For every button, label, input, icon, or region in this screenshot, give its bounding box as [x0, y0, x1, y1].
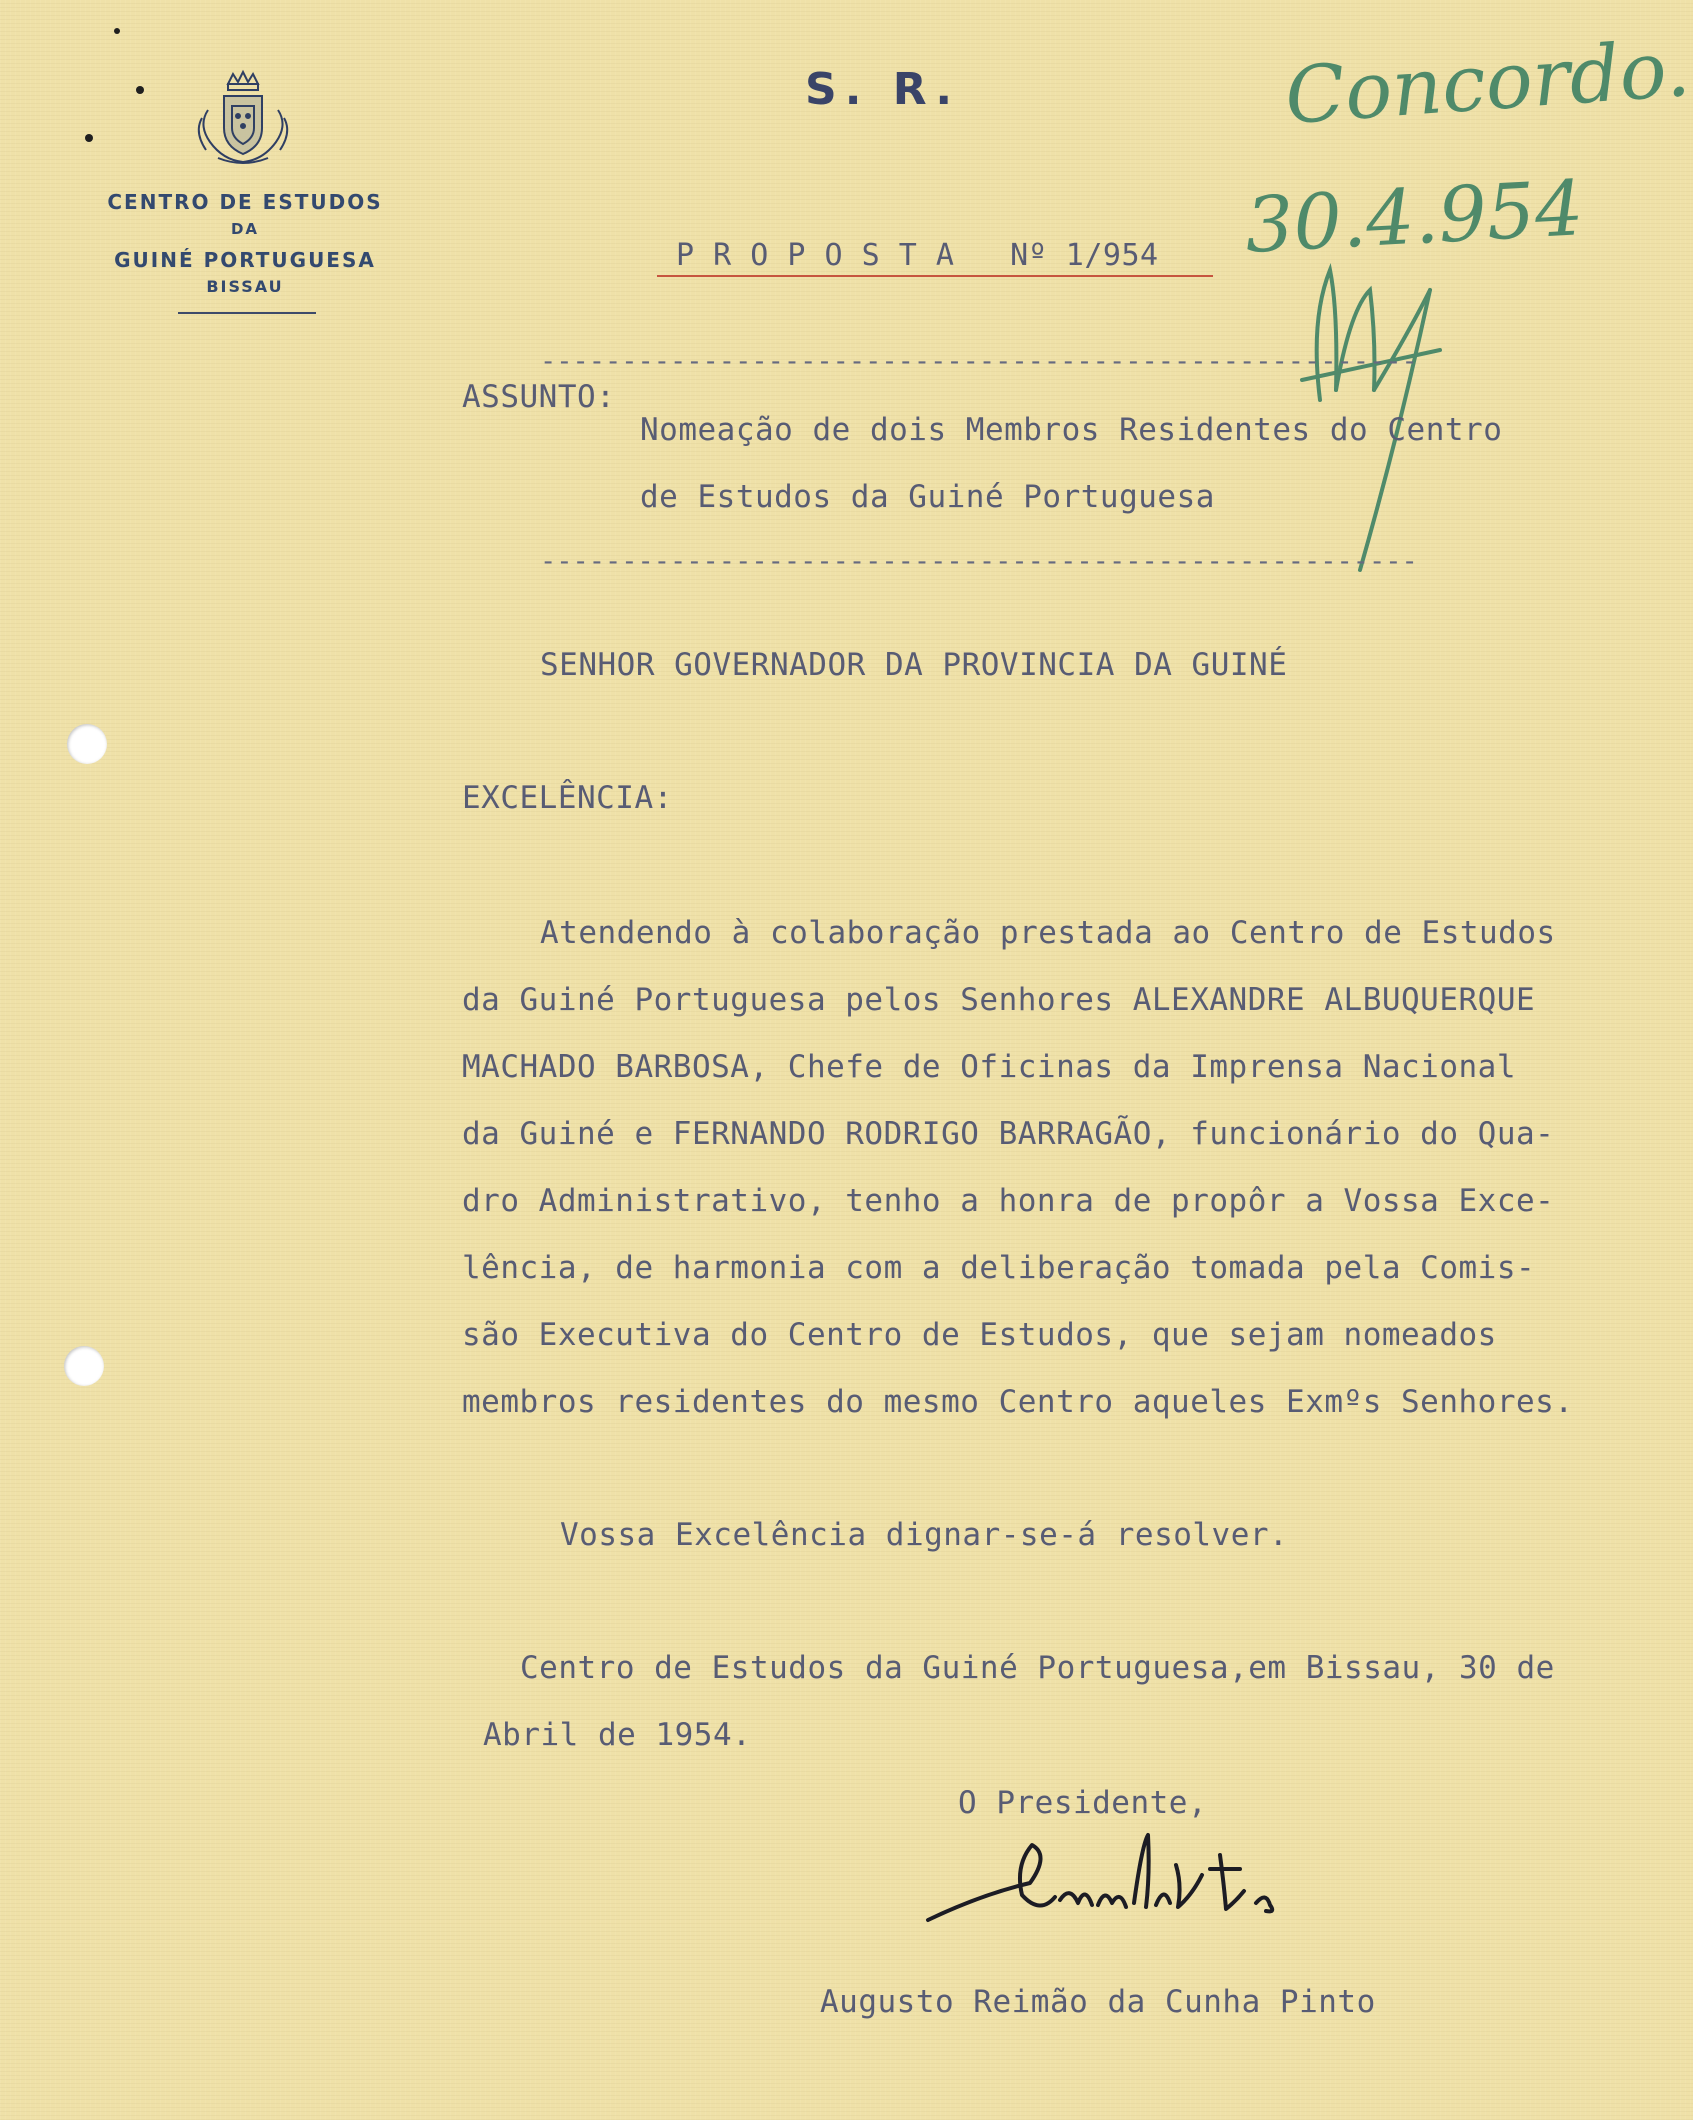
salutation: EXCELÊNCIA: [462, 780, 673, 816]
handwritten-date: 30.4.954 [1242, 163, 1586, 270]
body-line: dro Administrativo, tenho a honra de propôr a Vossa Exce- [462, 1183, 1555, 1219]
proposal-number: P R O P O S T A Nº 1/954 [676, 238, 1159, 273]
signatory-title: O Presidente, [958, 1785, 1208, 1821]
subject-bottom-rule: ------------------------------------------------------ [540, 546, 1418, 577]
addressee: SENHOR GOVERNADOR DA PROVINCIA DA GUINÉ [540, 647, 1288, 683]
org-name-line3: GUINÉ PORTUGUESA [114, 248, 376, 272]
org-name-line2: DA [230, 220, 260, 238]
signatory-name: Augusto Reimão da Cunha Pinto [820, 1984, 1376, 2020]
body-line: são Executiva do Centro de Estudos, que sejam nomeados [462, 1317, 1497, 1353]
coat-of-arms-emblem [188, 70, 298, 170]
place-date-line2: Abril de 1954. [483, 1717, 752, 1753]
service-mark: S. R. [805, 64, 961, 115]
handwritten-approval: Concordo. [1282, 23, 1693, 143]
letterhead [80, 60, 410, 330]
letterhead-divider [178, 312, 316, 314]
proposal-underline [657, 275, 1213, 277]
punch-hole-top [67, 724, 107, 764]
punch-hole-bottom [64, 1346, 104, 1386]
body-line: da Guiné Portuguesa pelos Senhores ALEXANDRE ALBUQUERQUE [462, 982, 1536, 1018]
subject-line2: de Estudos da Guiné Portuguesa [640, 479, 1215, 515]
paper-speck [114, 28, 120, 34]
body-line: MACHADO BARBOSA, Chefe de Oficinas da Imprensa Nacional [462, 1049, 1516, 1085]
body-line: da Guiné e FERNANDO RODRIGO BARRAGÃO, funcionário do Qua- [462, 1116, 1555, 1152]
body-line: Atendendo à colaboração prestada ao Centro de Estudos [540, 915, 1556, 951]
subject-top-rule: ------------------------------------------------------ [540, 346, 1418, 377]
handwritten-signature [920, 1825, 1340, 1945]
body-line: lência, de harmonia com a deliberação tomada pela Comis- [462, 1250, 1536, 1286]
org-name-line4: BISSAU [206, 277, 284, 296]
closing-formula: Vossa Excelência dignar-se-á resolver. [560, 1517, 1289, 1553]
place-date-line1: Centro de Estudos da Guiné Portuguesa,em Bissau, 30 de [520, 1650, 1555, 1686]
subject-line1: Nomeação de dois Membros Residentes do Centro [640, 412, 1503, 448]
org-name-line1: CENTRO DE ESTUDOS [107, 190, 383, 214]
subject-label: ASSUNTO: [462, 379, 616, 415]
body-line: membros residentes do mesmo Centro aqueles Exmºs Senhores. [462, 1384, 1574, 1420]
